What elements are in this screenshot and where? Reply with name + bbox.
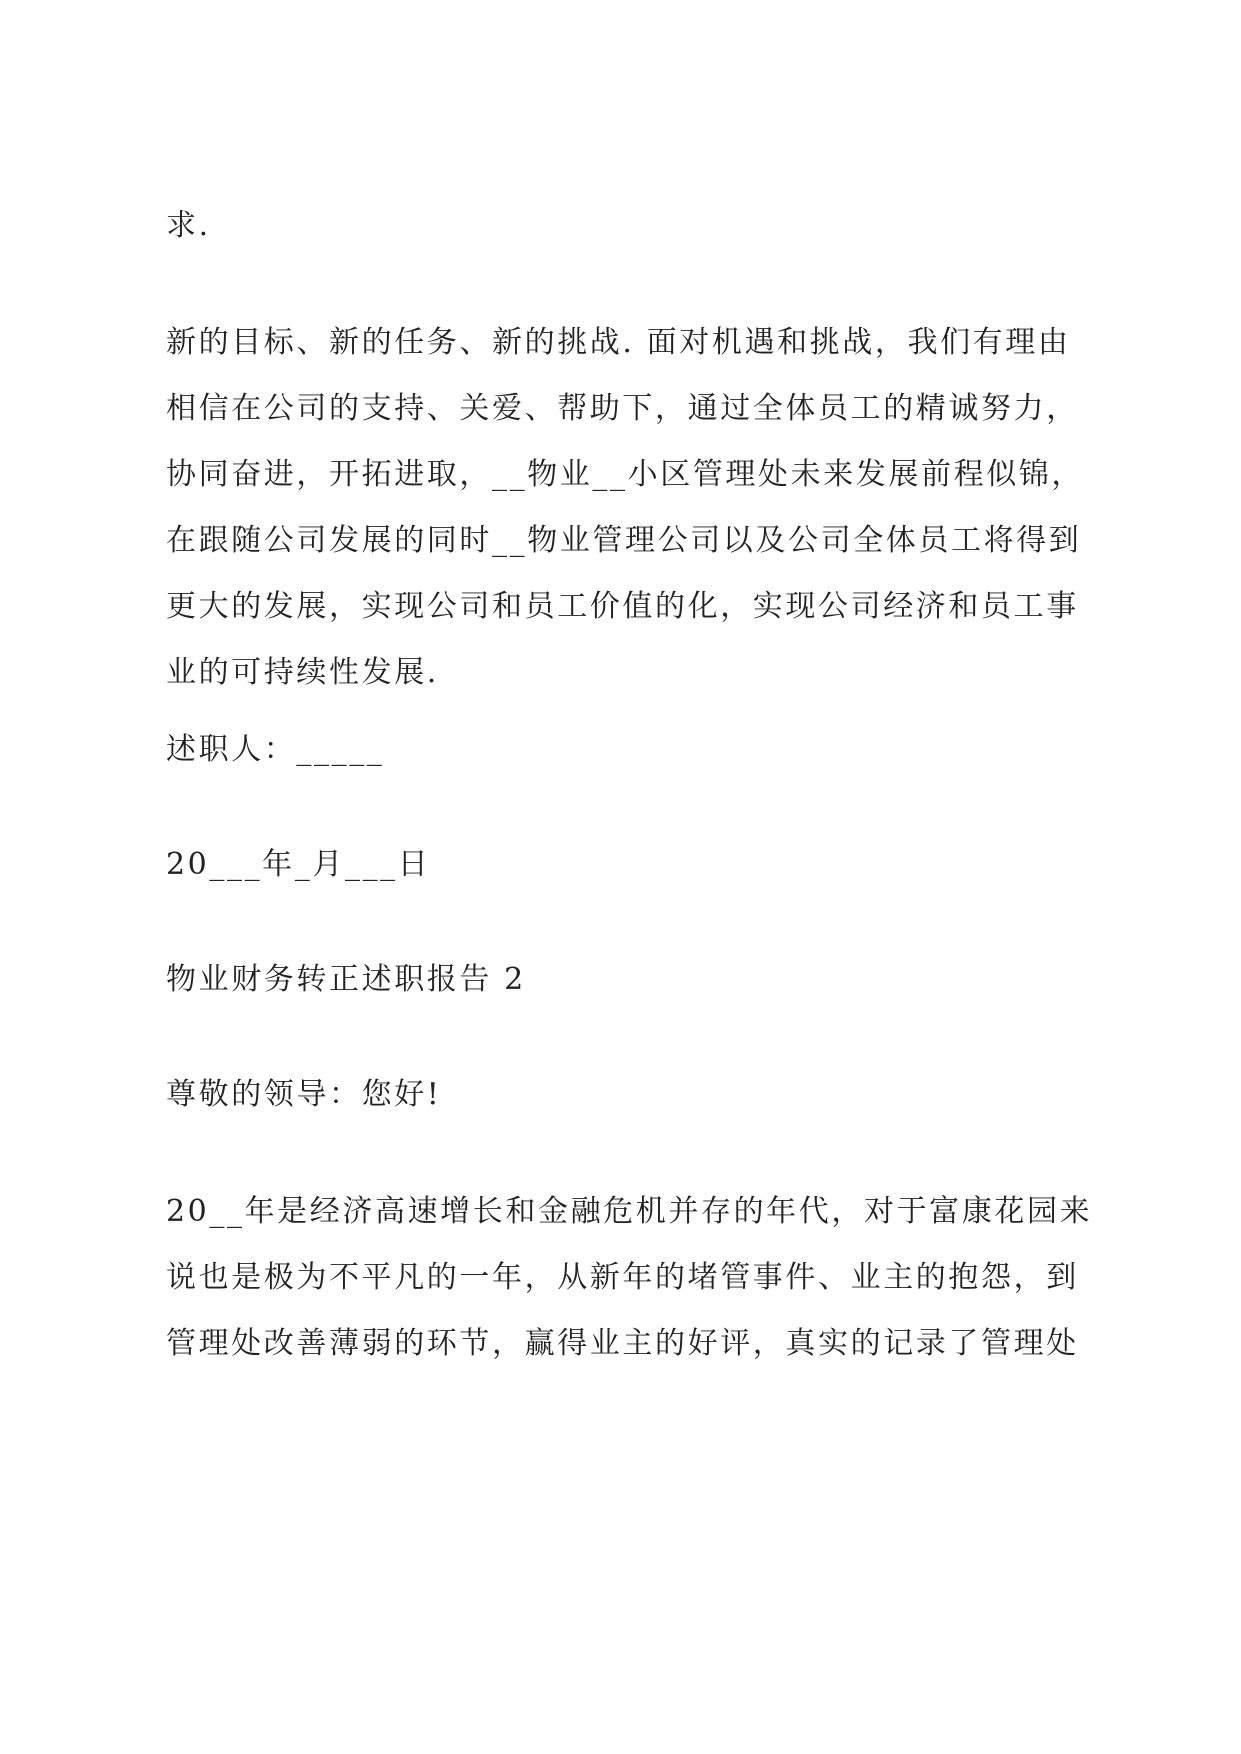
text-line: 更大的发展，实现公司和员工价值的化，实现公司经济和员工事: [166, 589, 1079, 624]
report-date: [166, 832, 1096, 898]
text-line: 管理处改善薄弱的环节，赢得业主的好评，真实的记录了管理处: [166, 1326, 1079, 1361]
text-line: 20__年是经济高速增长和金融危机并存的年代，对于富康花园来: [166, 1194, 1093, 1229]
text-line: 20___年_月___日: [166, 847, 431, 882]
report-title: [166, 947, 1096, 1013]
text-line: 协同奋进，开拓进取，__物业__小区管理处未来发展前程似锦，: [166, 457, 1084, 492]
text-line: 业的可持续性发展.: [166, 655, 439, 690]
reporter-signature: [166, 717, 1096, 783]
paragraph-future-outlook: [166, 310, 1096, 706]
text-line: 述职人：_____: [166, 732, 385, 767]
paragraph-year-review: [166, 1179, 1096, 1377]
text-line: 说也是极为不平凡的一年，从新年的堵管事件、业主的抱怨，到: [166, 1260, 1079, 1295]
text-line: 在跟随公司发展的同时__物业管理公司以及公司全体员工将得到: [166, 523, 1082, 558]
paragraph-continuation: [166, 193, 1096, 259]
text-line: 物业财务转正述职报告 2: [166, 962, 526, 997]
text-line: 相信在公司的支持、关爱、帮助下，通过全体员工的精诚努力，: [166, 391, 1079, 426]
text-line: 新的目标、新的任务、新的挑战. 面对机遇和挑战，我们有理由: [166, 325, 1071, 360]
salutation: [166, 1062, 1096, 1128]
document-page: [166, 0, 1096, 1754]
text-line: 求.: [166, 208, 211, 243]
text-line: 尊敬的领导：您好!: [166, 1077, 442, 1112]
